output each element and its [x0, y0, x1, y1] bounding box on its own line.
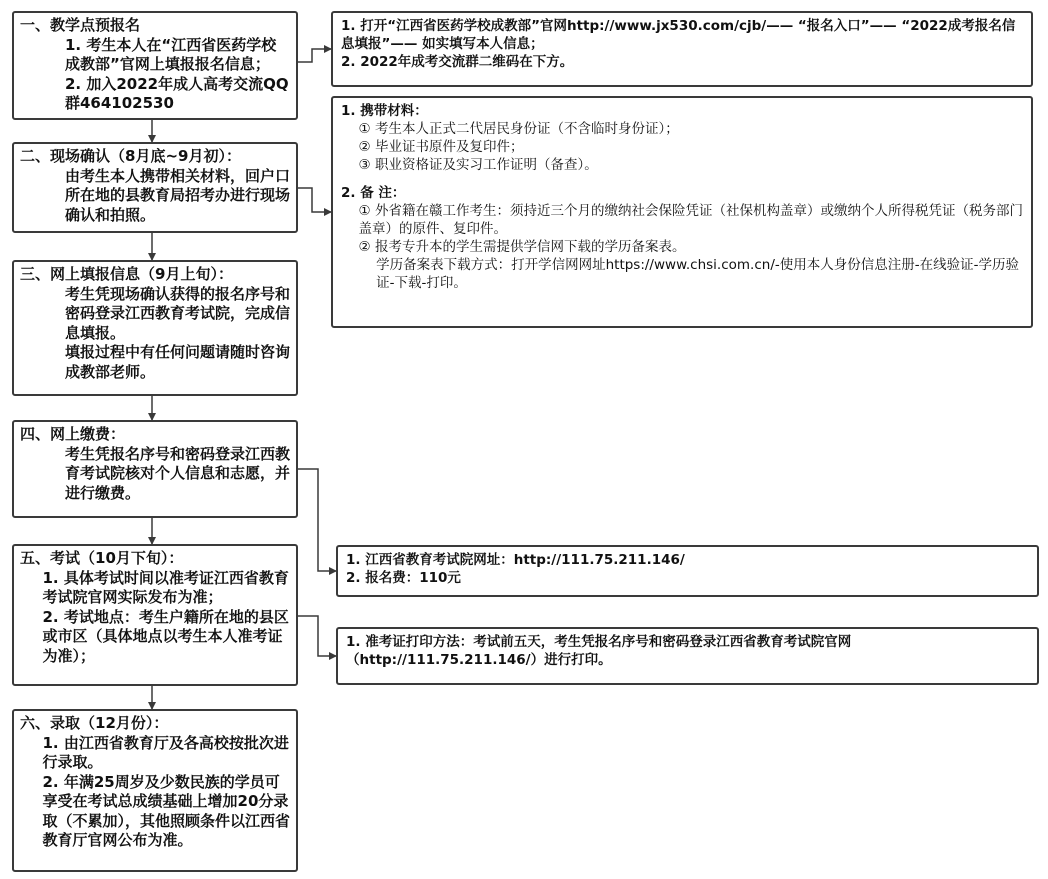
step-6-item-1: 1. 由江西省教育厅及各高校按批次进行录取。 — [42, 733, 289, 771]
note-ticket-line: 1. 准考证打印方法：考试前五天，考生凭报名序号和密码登录江西省教育考试院官网（http://111.75.211.146/）进行打印。 — [346, 634, 852, 668]
step-4-title: 四、网上缴费： — [20, 425, 126, 443]
step-5-item-1: 1. 具体考试时间以准考证江西省教育考试院官网实际发布为准； — [42, 568, 289, 606]
step-1-title: 一、教学点预报名 — [20, 16, 141, 34]
materials-item-diploma: ② 毕业证书原件及复印件； — [358, 139, 524, 155]
step-6-admission — [12, 709, 298, 872]
step-5-item-2: 2. 考试地点：考生户籍所在地的县区或市区（具体地点以考生本人准考证为准）； — [42, 607, 289, 665]
materials-item-id-card: ① 考生本人正式二代居民身份证（不含临时身份证）； — [358, 121, 679, 137]
step-1-item-2: 2. 加入2022年成人高考交流QQ群464102530 — [65, 74, 289, 112]
note-registration-line-1: 1. 打开“江西省医药学校成教部”官网http://www.jx530.com/cjb/—— “报名入口”—— “2022成考报名信息填报”—— 如实填写本人信息； — [341, 18, 1016, 52]
note-required-materials — [331, 96, 1033, 328]
step-2-onsite-confirmation — [12, 142, 298, 233]
step-3-online-info — [12, 260, 298, 396]
step-6-title: 六、录取（12月份）： — [20, 714, 169, 732]
note-registration-line-2: 2. 2022年成考交流群二维码在下方。 — [341, 54, 574, 70]
note-admission-ticket — [336, 627, 1039, 685]
materials-item-certificate: ③ 职业资格证及实习工作证明（备查）。 — [358, 157, 598, 173]
arrow-step5-note — [298, 616, 336, 656]
step-5-title: 五、考试（10月下旬）： — [20, 549, 184, 567]
note-website-line: 1. 江西省教育考试院网址：http://111.75.211.146/ — [346, 552, 685, 568]
note-website-and-fee — [336, 545, 1039, 597]
step-2-title: 二、现场确认（8月底~9月初）： — [20, 147, 241, 165]
materials-note-upgrade: ② 报考专升本的学生需提供学信网下载的学历备案表。 — [358, 239, 686, 255]
materials-note-out-of-province: ① 外省籍在赣工作考生：须持近三个月的缴纳社会保险凭证（社保机构盖章）或缴纳个人所得税凭证（税务部门盖章）的原件、复印件。 — [358, 203, 1023, 237]
step-6-item-2: 2. 年满25周岁及少数民族的学员可享受在考试总成绩基础上增加20分录取（不累加），其他照顾条件以江西省教育厅官网公布为准。 — [42, 772, 291, 849]
materials-note-download: 学历备案表下载方式：打开学信网网址https://www.chsi.com.cn/-使用本人身份信息注册-在线验证-学历验证-下载-打印。 — [376, 257, 1019, 291]
step-2-text: 由考生本人携带相关材料，回户口所在地的县教育局招考办进行现场确认和拍照。 — [65, 166, 291, 224]
materials-heading: 1. 携带材料： — [341, 103, 428, 119]
note-registration-instructions — [331, 11, 1033, 87]
note-fee-line: 2. 报名费：110元 — [346, 570, 461, 586]
step-4-text: 考生凭报名序号和密码登录江西教育考试院核对个人信息和志愿，并进行缴费。 — [65, 444, 291, 502]
step-5-exam — [12, 544, 298, 686]
materials-notes-heading: 2. 备 注： — [341, 185, 406, 201]
step-1-item-1: 1. 考生本人在“江西省医药学校成教部”官网上填报报名信息； — [65, 35, 277, 73]
step-3-help: 填报过程中有任何问题请随时咨询成教部老师。 — [65, 343, 291, 381]
step-3-title: 三、网上填报信息（9月上旬）： — [20, 265, 233, 283]
step-3-text: 考生凭现场确认获得的报名序号和密码登录江西教育考试院，完成信息填报。 — [65, 284, 291, 342]
arrow-step1-note — [298, 49, 331, 62]
step-4-online-payment — [12, 420, 298, 518]
materials-spacer — [341, 174, 1023, 184]
arrow-step4-note — [298, 469, 336, 571]
arrow-step2-note — [298, 188, 331, 212]
step-1-pre-registration — [12, 11, 298, 120]
